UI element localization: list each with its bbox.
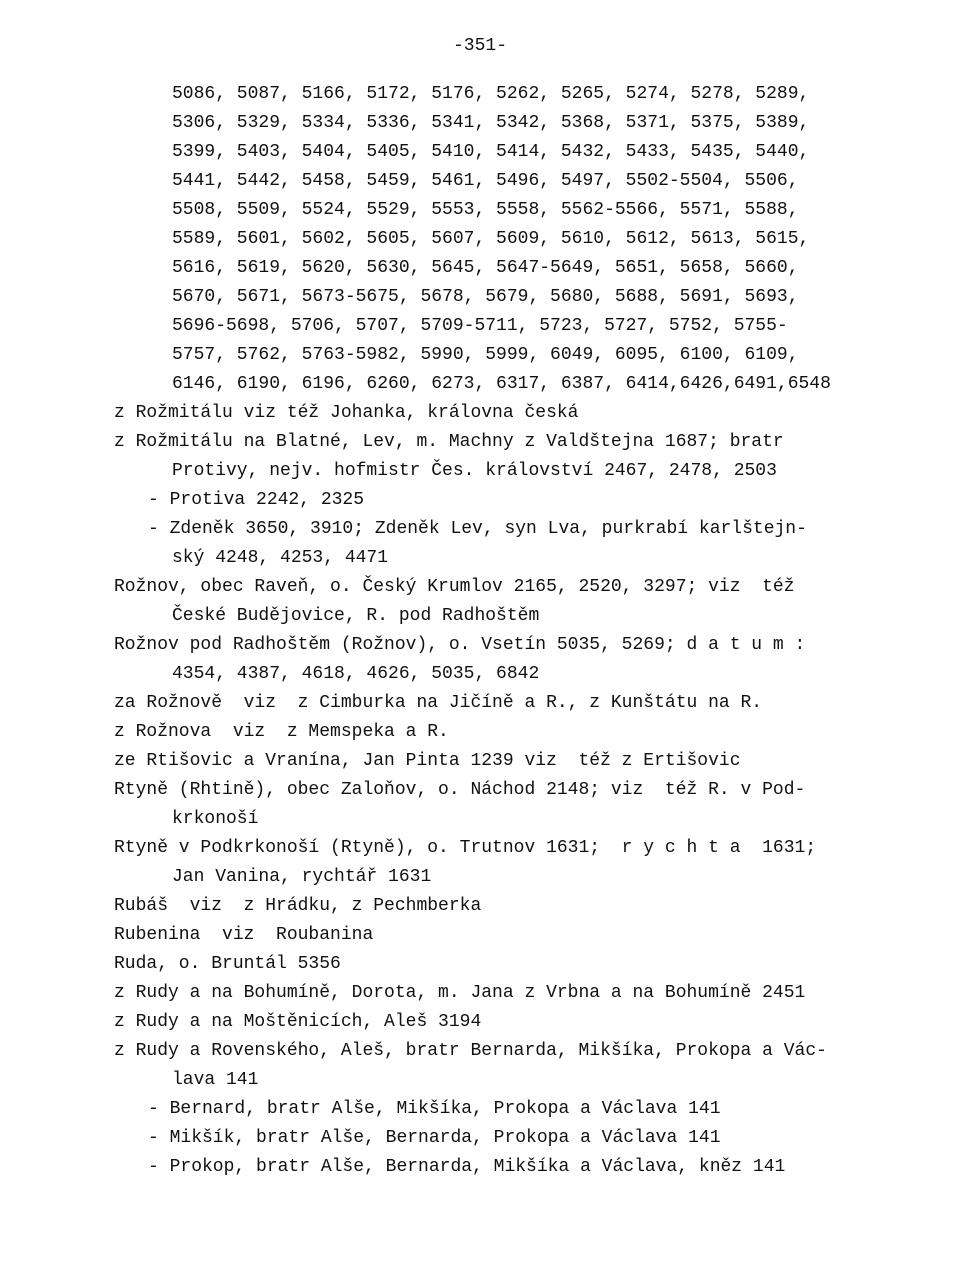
index-line: 5696-5698, 5706, 5707, 5709-5711, 5723, 5727, 5752, 5755-: [172, 316, 788, 336]
index-subentry: - Zdeněk 3650, 3910; Zdeněk Lev, syn Lva, purkrabí karlštejn-: [148, 519, 807, 539]
index-line: 5399, 5403, 5404, 5405, 5410, 5414, 5432, 5433, 5435, 5440,: [172, 142, 810, 162]
index-entry: z Rudy a na Moštěnicích, Aleš 3194: [114, 1012, 482, 1032]
index-line: 5670, 5671, 5673-5675, 5678, 5679, 5680, 5688, 5691, 5693,: [172, 287, 799, 307]
index-entry: z Rudy a na Bohumíně, Dorota, m. Jana z Vrbna a na Bohumíně 2451: [114, 983, 806, 1003]
index-line: ský 4248, 4253, 4471: [172, 548, 389, 568]
index-subentry: - Mikšík, bratr Alše, Bernarda, Prokopa a Václava 141: [148, 1128, 721, 1148]
index-entry: z Rožnova viz z Memspeka a R.: [114, 722, 449, 742]
index-line: 5508, 5509, 5524, 5529, 5553, 5558, 5562-5566, 5571, 5588,: [172, 200, 799, 220]
index-entry: Rožnov pod Radhoštěm (Rožnov), o. Vsetín 5035, 5269; d a t u m :: [114, 635, 806, 655]
index-line: Protivy, nejv. hofmistr Čes. království 2467, 2478, 2503: [172, 461, 777, 481]
page-number: -351-: [452, 36, 507, 56]
index-entry: Rtyně v Podkrkonoší (Rtyně), o. Trutnov 1631; r y c h t a 1631;: [114, 838, 817, 858]
index-line: 5441, 5442, 5458, 5459, 5461, 5496, 5497, 5502-5504, 5506,: [172, 171, 799, 191]
index-entry: Rtyně (Rhtině), obec Zaloňov, o. Náchod 2148; viz též R. v Pod-: [114, 780, 806, 800]
index-entry: z Rožmitálu na Blatné, Lev, m. Machny z Valdštejna 1687; bratr: [114, 432, 784, 452]
index-subentry: - Protiva 2242, 2325: [148, 490, 365, 510]
index-line: České Budějovice, R. pod Radhoštěm: [172, 606, 540, 626]
index-entry: Rubáš viz z Hrádku, z Pechmberka: [114, 896, 482, 916]
index-entry: ze Rtišovic a Vranína, Jan Pinta 1239 viz též z Ertišovic: [114, 751, 741, 771]
index-entry: Rožnov, obec Raveň, o. Český Krumlov 2165, 2520, 3297; viz též: [114, 577, 795, 597]
index-line: 5306, 5329, 5334, 5336, 5341, 5342, 5368, 5371, 5375, 5389,: [172, 113, 810, 133]
index-line: 5086, 5087, 5166, 5172, 5176, 5262, 5265, 5274, 5278, 5289,: [172, 84, 810, 104]
index-line: 5589, 5601, 5602, 5605, 5607, 5609, 5610, 5612, 5613, 5615,: [172, 229, 810, 249]
index-entry: za Rožnově viz z Cimburka na Jičíně a R., z Kunštátu na R.: [114, 693, 763, 713]
index-entry: Rubenina viz Roubanina: [114, 925, 374, 945]
index-line: Jan Vanina, rychtář 1631: [172, 867, 432, 887]
index-line: lava 141: [172, 1070, 259, 1090]
index-line: krkonoší: [172, 809, 259, 829]
index-line: 6146, 6190, 6196, 6260, 6273, 6317, 6387, 6414,6426,6491,6548: [172, 374, 831, 394]
index-entry: z Rudy a Rovenského, Aleš, bratr Bernarda, Mikšíka, Prokopa a Vác-: [114, 1041, 827, 1061]
index-line: 4354, 4387, 4618, 4626, 5035, 6842: [172, 664, 540, 684]
index-line: 5757, 5762, 5763-5982, 5990, 5999, 6049, 6095, 6100, 6109,: [172, 345, 799, 365]
index-subentry: - Bernard, bratr Alše, Mikšíka, Prokopa a Václava 141: [148, 1099, 721, 1119]
index-entry: z Rožmitálu viz též Johanka, královna česká: [114, 403, 579, 423]
index-entry: Ruda, o. Bruntál 5356: [114, 954, 341, 974]
index-subentry: - Prokop, bratr Alše, Bernarda, Mikšíka a Václava, kněz 141: [148, 1157, 786, 1177]
index-line: 5616, 5619, 5620, 5630, 5645, 5647-5649, 5651, 5658, 5660,: [172, 258, 799, 278]
